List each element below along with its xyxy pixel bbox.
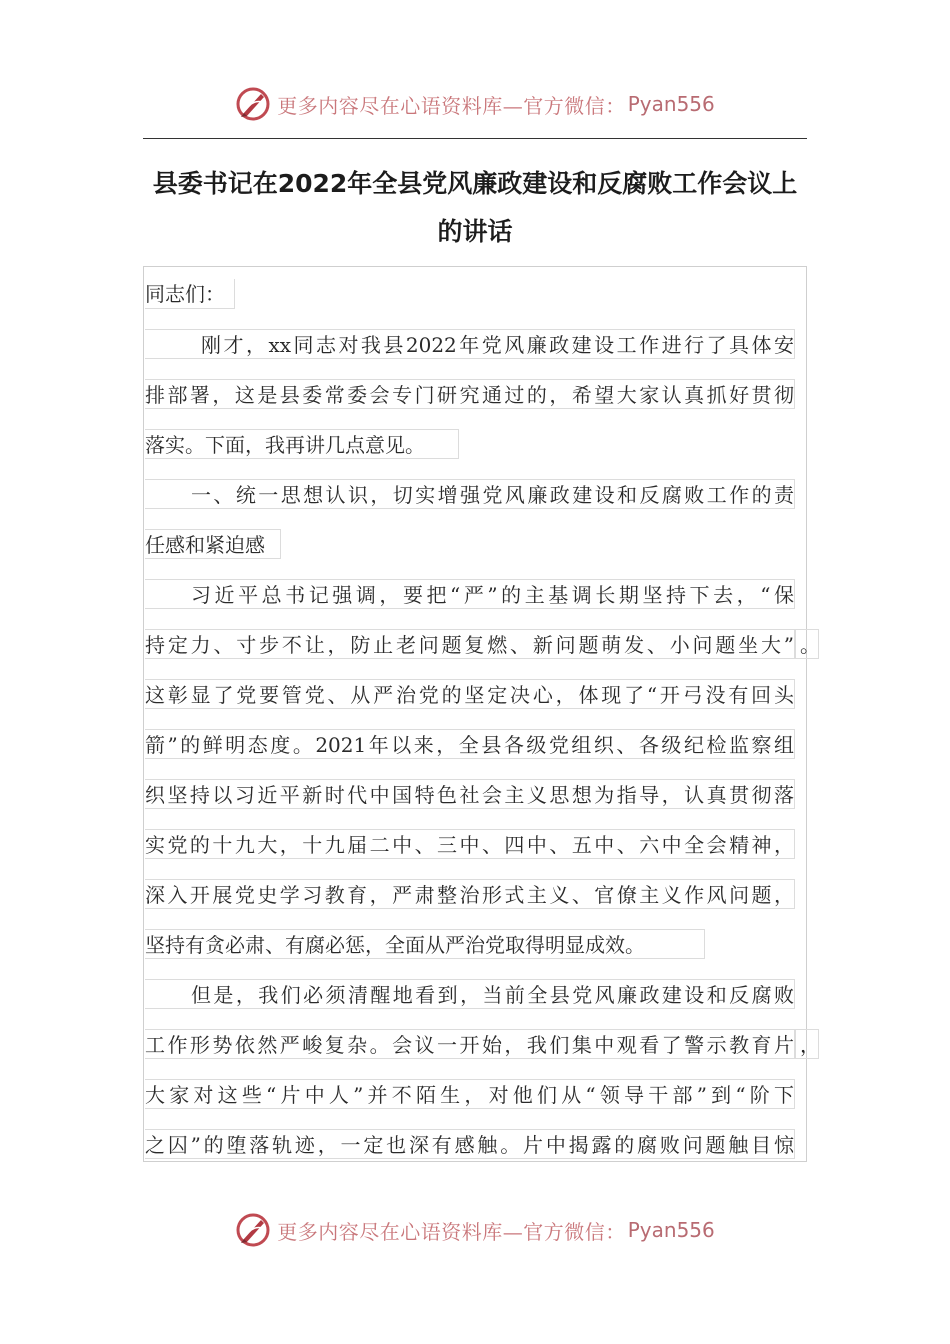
title-line-2: 的讲话 [437, 217, 513, 246]
body-line: 实党的十九大，十九届二中、三中、四中、五中、六中全会精神， [145, 829, 795, 859]
wechat-id: Pyan556 [627, 1218, 715, 1242]
page-title [143, 160, 807, 256]
body-line: 大家对这些“片中人”并不陌生，对他们从“领导干部”到“阶下 [145, 1079, 795, 1109]
body-line: 持定力、寸步不让，防止老问题复燃、新问题萌发、小问题坐大” [145, 629, 795, 659]
body-line: 箭”的鲜明态度。2021年以来，全县各级党组织、各级纪检监察组 [145, 729, 795, 759]
body-line: 刚才，xx同志对我县2022年党风廉政建设工作进行了具体安 [145, 329, 795, 359]
body-line: 任感和紧迫感 [145, 529, 281, 559]
body-line: 深入开展党史学习教育，严肃整治形式主义、官僚主义作风问题， [145, 879, 795, 909]
body-line: 排部署，这是县委常委会专门研究通过的，希望大家认真抓好贯彻 [145, 379, 795, 409]
title-line-1: 县委书记在2022年全县党风廉政建设和反腐败工作会议上 [152, 169, 798, 198]
body-line: 落实。下面，我再讲几点意见。 [145, 429, 459, 459]
body-line: 这彰显了党要管党、从严治党的坚定决心，体现了“开弓没有回头 [145, 679, 795, 709]
pen-logo-icon [235, 86, 271, 122]
header-banner [0, 84, 950, 124]
header-rule [143, 138, 807, 139]
body-line: 坚持有贪必肃、有腐必惩，全面从严治党取得明显成效。 [145, 929, 705, 959]
body-line: 工作形势依然严峻复杂。会议一开始，我们集中观看了警示教育片 [145, 1029, 795, 1059]
body-line: 习近平总书记强调，要把“严”的主基调长期坚持下去，“保 [145, 579, 795, 609]
body-line: 但是，我们必须清醒地看到，当前全县党风廉政建设和反腐败 [145, 979, 795, 1009]
banner-text: 更多内容尽在心语资料库—官方微信： [277, 93, 626, 118]
wechat-id: Pyan556 [627, 92, 715, 116]
banner-text: 更多内容尽在心语资料库—官方微信： [277, 1219, 626, 1244]
body-line: 同志们： [145, 279, 235, 309]
body-line: 织坚持以习近平新时代中国特色社会主义思想为指导，认真贯彻落 [145, 779, 795, 809]
spill-mark: ， [795, 1029, 819, 1059]
pen-logo-icon [235, 1212, 271, 1248]
footer-banner [0, 1210, 950, 1250]
body-line: 一、统一思想认识，切实增强党风廉政建设和反腐败工作的责 [145, 479, 795, 509]
spill-mark: 。 [795, 629, 819, 659]
body-line: 之囚”的堕落轨迹，一定也深有感触。片中揭露的腐败问题触目惊 [145, 1129, 795, 1159]
